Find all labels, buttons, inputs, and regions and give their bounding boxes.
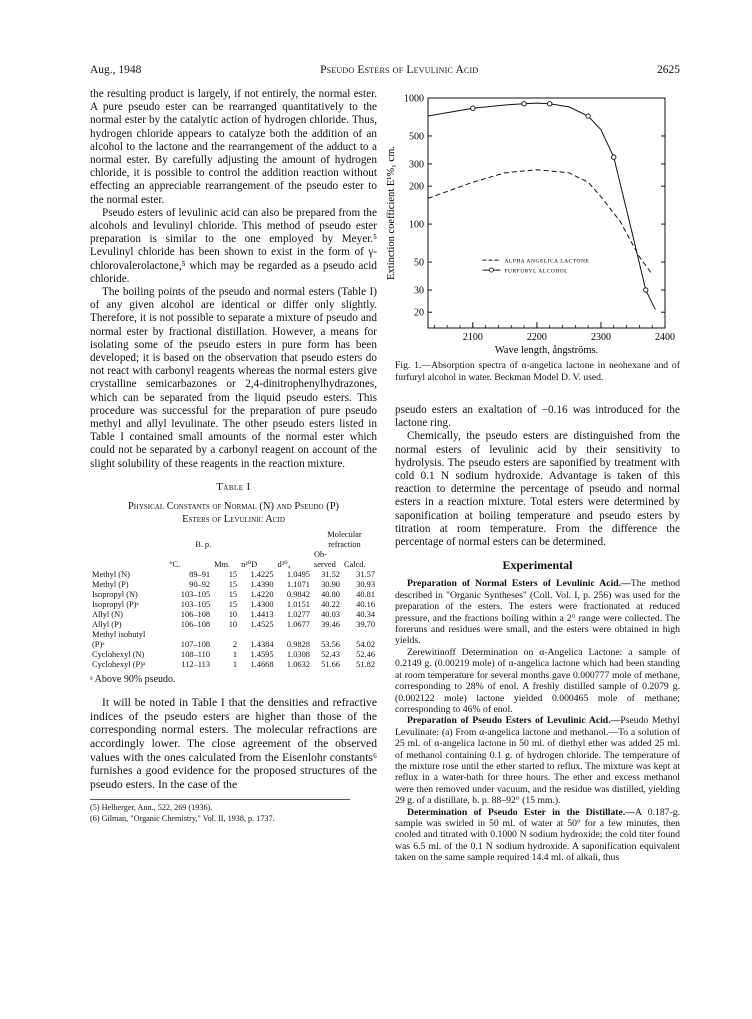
paragraph: The boiling points of the pseudo and normal esters (Table I) of any given alcohol are identical or differ only slightly. Therefore, it is not possible to separate a mixture of pseudo and normal ester by fractional distillation. However, a means for isolating some of the pseudo esters in pure form has been developed; it is based on the observation that pseudo esters do not react with carbonyl reagents whereas the normal esters give crystalline semicarbazones or 2,4-dinitrophenylhydrazones, which can be separated from the liquid pseudo esters. This procedure was successful for the preparation of pure pseudo methyl and allyl levulinate. The other pseudo esters listed in Table I contained small amounts of the normal ester which could not be separated by a carbonyl reagent on account of the slight solubility of these reagents in the reaction mixture. [90, 286, 377, 470]
table-cell-obs: 39.46 [321, 620, 340, 630]
footnote: (5) Helberger, Ann., 522, 269 (1936). [90, 803, 213, 813]
table-cell-bp [167, 630, 212, 640]
table-cell-n: 1.4220 [250, 590, 274, 600]
table-cell-bp: 108–110 [181, 650, 211, 660]
table-cell-name: Methyl (N) [92, 570, 130, 580]
table-title [90, 500, 377, 526]
x-tick-label: 2300 [590, 332, 611, 343]
col-head-bp: B. p. [195, 540, 212, 550]
figure-caption: Fig. 1.—Absorption spectra of α-angelica lactone in neohexane and of furfuryl alcohol in water. Beckman Model D. V. used. [395, 360, 680, 383]
paragraph: the resulting product is largely, if not entirely, the normal ester. A pure pseudo ester can be rearranged quantitatively to the normal ester by the catalytic action of hydrogen chloride. Thus, hydrogen chloride appears to catalyze both the addition of an alcohol to the lactone and the rearrangement of the adduct to a normal ester. By carefully adjusting the amount of hydrogen chloride, it is possible to control the addition reaction without effecting an appreciable rearrangement of the pseudo ester to the normal ester. [90, 88, 377, 206]
x-axis-label: Wave length, ångströms. [494, 345, 599, 356]
table-cell-obs: 30.90 [321, 580, 340, 590]
table-row [90, 570, 377, 580]
x-tick-label: 2200 [526, 332, 547, 343]
exp-text: Zerewitinoff Determination on α-Angelica Lactone: a sample of 0.2149 g. (0.00219 mole) of α-angelica lactone which had been standing at room temperature for several months gave 0.000777 mole of methane, corresponding to 28% of enol. A freshly distilled sample of 0.2079 g. (0.002122 mole) lactone yielded 0.000465 mole of methane; corresponding to 46% of enol. [395, 646, 680, 715]
table-cell-name: Isopropyl (N) [92, 590, 138, 600]
data-point [586, 114, 590, 118]
table-cell-calc [342, 630, 377, 640]
y-tick-label: 200 [409, 181, 424, 193]
table-cell-bp: 106–108 [180, 620, 211, 630]
exp-text: Pseudo Methyl Levulinate: (a) From α-angelica lactone and methanol.—To a solution of 25 ml. of α-angelica lactone in 50 ml. of diethyl ether was added 25 ml. of methanol containing 0.1 g. of hydrogen chloride. The temperature of the mixture rose until the ether started to reflux. The mixture was kept at reflux in a water-bath for three hours. The ether and excess methanol were then removed under vacuum, and the residue was distilled, yielding 29 g. of a distillate, b. p. 88–92° (15 mm.). [395, 715, 680, 807]
exp-run-in-heading: Determination of Pseudo Ester in the Distillate.— [407, 806, 635, 818]
table-cell-bp: 103–105 [180, 600, 211, 610]
table-cell-mm: 15 [228, 600, 238, 610]
col-head-mr: Molecular refraction [327, 530, 362, 550]
table-cell-mm: 1 [232, 660, 238, 670]
y-tick-label: 30 [414, 285, 424, 297]
table-cell-d: 1.0632 [286, 660, 310, 670]
table-cell-obs: 53.56 [321, 640, 340, 650]
table-cell-obs: 40.03 [321, 610, 340, 620]
table-cell-name: Methyl isobutyl [92, 630, 146, 640]
table-cell-calc: 39.70 [356, 620, 375, 630]
running-header [90, 64, 680, 76]
table-cell-bp: 106–108 [180, 610, 211, 620]
table-cell-bp: 103–105 [180, 590, 211, 600]
table-cell-name: Isopropyl (P)ᵃ [92, 600, 139, 610]
exp-paragraph [395, 578, 680, 646]
table-cell-n: 1.4413 [250, 610, 274, 620]
col-head-n: n²⁰D [241, 560, 258, 570]
exp-text: The method described in "Organic Syntheses" (Coll. Vol. I, p. 256) was used for the preparation of the esters. The esters were fractionated at reduced pressure, and the fractions boiling within a 2° range were collected. The foreruns and residues were small, and the esters were obtained in high yields. [395, 578, 681, 647]
table-cell-n: 1.4390 [250, 580, 274, 590]
table-cell-calc: 52.46 [356, 650, 375, 660]
table-cell-d: 1.0308 [286, 650, 310, 660]
table-cell-obs: 40.22 [321, 600, 340, 610]
table-cell-bp: 107–108 [180, 640, 211, 650]
absorption-spectra-chart [380, 88, 690, 368]
table-row [90, 580, 377, 590]
table-cell-name: Allyl (N) [92, 610, 123, 620]
y-tick-label: 500 [409, 131, 424, 143]
table-cell-bp: 112–113 [181, 660, 211, 670]
paragraph: Chemically, the pseudo esters are distinguished from the normal esters of levulinic acid by their sensitivity to hydrolysis. The pseudo esters are saponified by treatment with cold 0.1 N sodium hydroxide. Advantage is taken of this reaction to determine the percentage of pseudo and normal esters in a reaction mixture. Total esters were determined by saponification at boiling temperature and pseudo esters by titration at room temperature. From the difference the percentage of normal esters can be determined. [395, 430, 680, 549]
exp-text: A 0.187-g. sample was swirled in 50 ml. of water at 50° for a few minutes, then cooled and titrated with 0.1000 N sodium hydroxide; the cold titer found was 6.5 ml. of the 0.1 N sodium hydroxide. A saponification equivalent taken on the same sample required 14.4 ml. of alkali, thus [395, 806, 680, 864]
legend-label: ALPHA ANGELICA LACTONE [504, 258, 590, 265]
col-head-mm: Mm. [214, 560, 231, 570]
header-title: Pseudo Esters of Levulinic Acid [320, 64, 479, 76]
y-tick-label: 50 [414, 257, 424, 269]
table-cell-bp: 89–91 [189, 570, 211, 580]
table-row [90, 630, 377, 640]
table-cell-calc: 40.81 [356, 590, 375, 600]
table-cell-d: 0.9842 [286, 590, 310, 600]
experimental-section [395, 578, 680, 863]
y-tick-label: 100 [409, 219, 424, 231]
table-cell-calc: 40.34 [356, 610, 375, 620]
table-cell-obs: 51.66 [321, 660, 340, 670]
page-number: 2625 [656, 64, 680, 76]
table-cell-n [239, 630, 275, 640]
exp-paragraph [395, 715, 680, 806]
paragraph: pseudo esters an exaltation of −0.16 was introduced for the lactone ring. [395, 404, 680, 430]
table-cell-n: 1.4525 [250, 620, 274, 630]
table-cell-mm: 15 [228, 570, 238, 580]
table-row [90, 590, 377, 600]
table-cell-calc: 31.57 [356, 570, 375, 580]
constants-table [90, 530, 377, 670]
table-row [90, 640, 377, 650]
table-cell-n: 1.4668 [250, 660, 274, 670]
y-axis-label: Extinction coefficient E¹%₁ cm. [386, 146, 397, 280]
legend-label: FURFURYL ALCOHOL [504, 268, 569, 275]
table-row [90, 660, 377, 670]
exp-run-in-heading: Preparation of Pseudo Esters of Levulinic Acid.— [407, 715, 621, 727]
table-cell-d: 1.0495 [286, 570, 310, 580]
exp-paragraph [395, 647, 680, 715]
x-tick-label: 2400 [655, 332, 675, 343]
table-cell-mm: 1 [232, 650, 238, 660]
table-row [90, 600, 377, 610]
header-date: Aug., 1948 [90, 64, 142, 76]
table-cell-n: 1.4300 [250, 600, 274, 610]
table-cell-name: Methyl (P) [92, 580, 129, 590]
col-head-obs: Ob- served [313, 550, 336, 570]
right-column [395, 404, 680, 864]
table-cell-mm: 10 [228, 620, 238, 630]
table-cell-name: Cyclohexyl (P)ᵃ [92, 660, 146, 670]
table-cell-d: 1.0151 [286, 600, 310, 610]
table-cell-obs: 52.43 [321, 650, 340, 660]
col-head-c: °C. [169, 560, 181, 570]
table-cell-n: 1.4384 [250, 640, 274, 650]
table-cell-d: 1.0677 [286, 620, 310, 630]
table-row [90, 620, 377, 630]
table-cell-d [276, 630, 312, 640]
table-cell-calc: 30.93 [356, 580, 375, 590]
y-tick-label: 300 [409, 159, 424, 171]
table-cell-mm: 15 [228, 590, 238, 600]
table-cell-n: 1.4595 [250, 650, 274, 660]
series-line-1 [428, 103, 655, 309]
table-row [90, 610, 377, 620]
table-note: ᵃ Above 90% pseudo. [90, 674, 176, 686]
plot-frame [428, 98, 665, 328]
table-cell-obs [312, 630, 342, 640]
data-point [612, 155, 616, 159]
paragraph: Pseudo esters of levulinic acid can also be prepared from the alcohols and levulinyl chloride. This method of pseudo ester preparation is similar to the one employed by Meyer.⁵ Levulinyl chloride has been shown to exist in the form of γ-chlorovalerolactone,⁵ which may be regarded as a pseudo acid chloride. [90, 206, 377, 285]
table-cell-bp: 90–92 [189, 580, 211, 590]
table-row [90, 650, 377, 660]
table-cell-calc: 54.02 [356, 640, 375, 650]
col-head-calc: Calcd. [343, 560, 366, 570]
table-cell-obs: 40.80 [321, 590, 340, 600]
legend-marker [489, 268, 493, 272]
paragraph: It will be noted in Table I that the densities and refractive indices of the pseudo esters are higher than those of the corresponding normal esters. The molecular refractions are accordingly lower. The close agreement of the observed values with the ones calculated from the Eisenlohr constants⁶ furnishes a good evidence for the proposed structures of the pseudo esters. In the case of the [90, 696, 377, 791]
section-heading: Experimental [502, 558, 573, 573]
table-cell-n: 1.4225 [250, 570, 274, 580]
table-cell-calc: 40.16 [356, 600, 375, 610]
table-cell-name: (P)ᵃ [92, 640, 105, 650]
table-body [90, 570, 377, 670]
table-title-line: Esters of Levulinic Acid [182, 514, 285, 526]
table-cell-d: 1.1071 [286, 580, 310, 590]
table-cell-d: 0.9828 [286, 640, 310, 650]
table-title-line: Physical Constants of Normal (N) and Pseudo (P) [127, 501, 340, 513]
table-cell-mm: 10 [228, 610, 238, 620]
exp-run-in-heading: Preparation of Normal Esters of Levulinic Acid.— [407, 578, 631, 590]
exp-paragraph [395, 807, 680, 864]
table-cell-name: Allyl (P) [92, 620, 122, 630]
col-head-d: d²⁰₄ [277, 560, 291, 570]
data-point [522, 102, 526, 106]
data-point [471, 106, 475, 110]
table-cell-mm: 15 [228, 580, 238, 590]
data-point [548, 102, 552, 106]
table-cell-obs: 31.52 [321, 570, 340, 580]
table-cell-mm [212, 630, 239, 640]
left-column [90, 88, 377, 824]
table-cell-mm: 2 [232, 640, 238, 650]
footnotes [90, 799, 350, 824]
table-cell-name: Cyclohexyl (N) [92, 650, 145, 660]
y-tick-label: 1000 [404, 93, 424, 105]
data-point [644, 288, 648, 292]
table-caption: Table I [216, 481, 251, 493]
table-cell-d: 1.0277 [286, 610, 310, 620]
x-tick-label: 2100 [462, 332, 483, 343]
y-tick-label: 20 [414, 307, 424, 319]
footnote: (6) Gilman, "Organic Chemistry," Vol. II, 1938, p. 1737. [90, 813, 275, 823]
table-cell-calc: 51.82 [356, 660, 375, 670]
